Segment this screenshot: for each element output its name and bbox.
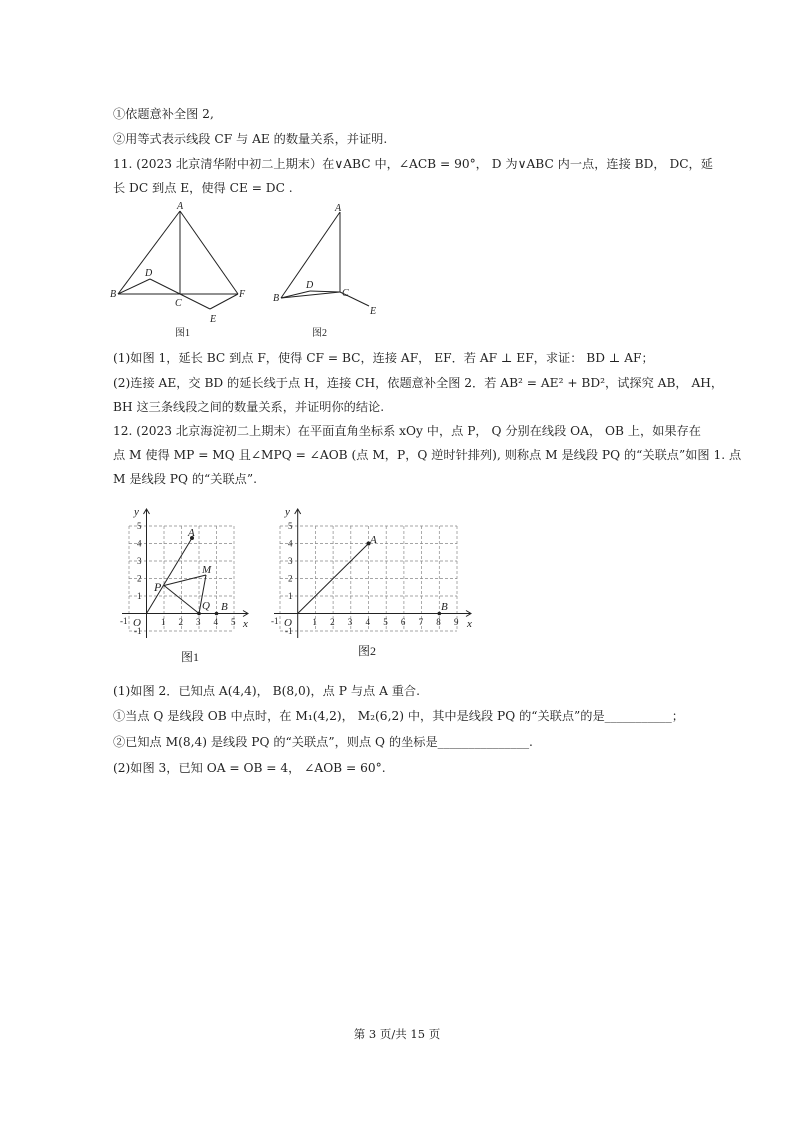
coord1-point-a: A: [188, 527, 195, 539]
coord2-xtick-7: 7: [418, 617, 424, 627]
coord2-caption: 图2: [358, 644, 377, 658]
fig1-label-a: A: [177, 201, 184, 212]
coord1-xtick-neg1: -1: [120, 616, 128, 626]
fig1-label-e: E: [210, 314, 217, 325]
fig1-caption: 图1: [175, 328, 190, 339]
fig2-label-b: B: [273, 293, 280, 304]
coord2-point-a: A: [370, 534, 377, 546]
coord2-xtick-3: 3: [347, 617, 353, 627]
problem-12-line-1: 12. (2023 北京海淀初二上期末）在平面直角坐标系 xOy 中，点 P， Q 分别在线段 OA， OB 上，如果存在: [113, 424, 701, 438]
coordinate-figure-2: [268, 503, 478, 668]
coord1-ytick-5: 5: [137, 521, 142, 531]
fig1-label-d: D: [145, 268, 153, 279]
fig1-label-c: C: [175, 298, 182, 309]
coord1-axis-x: x: [243, 618, 248, 630]
coord1-ytick-2: 2: [137, 573, 142, 584]
coord1-point-p: P: [154, 580, 162, 594]
coord1-xtick-2: 2: [178, 617, 183, 627]
coord2-xtick-2: 2: [330, 617, 335, 627]
page-footer: 第 3 页/共 15 页: [353, 1027, 441, 1041]
coord2-xtick-4: 4: [365, 617, 370, 627]
coord1-xtick-1: 1: [161, 617, 166, 627]
coord1-xtick-4: 4: [213, 617, 218, 627]
problem-11-line-1: 11. (2023 北京清华附中初二上期末）在∨ABC 中，∠ACB = 90°， D 为∨ABC 内一点，连接 BD， DC，延: [113, 157, 713, 171]
fig1-label-f: F: [239, 289, 246, 300]
coord1-ytick-neg1: -1: [134, 626, 142, 636]
coord2-ytick-2: 2: [288, 573, 293, 584]
problem-12-line-3: M 是线段 PQ 的“关联点”.: [113, 472, 257, 486]
coord2-point-b: B: [441, 601, 448, 613]
coord2-ytick-5: 5: [288, 521, 293, 531]
coord2-xtick-1: 1: [312, 617, 317, 627]
coord2-axis-x: x: [467, 618, 472, 630]
coord2-xtick-6: 6: [400, 617, 406, 627]
coord1-point-q: Q: [202, 600, 210, 612]
coord1-point-b: B: [221, 601, 228, 613]
problem-12-part-1-q1: ①当点 Q 是线段 OB 中点时，在 M₁(4,2)， M₂(6,2) 中，其中是线段 PQ 的“关联点”的是___________；: [113, 709, 684, 723]
coord2-xtick-5: 5: [383, 617, 388, 627]
coord2-ytick-1: 1: [288, 591, 293, 601]
problem-11-part-2: (2)连接 AE，交 BD 的延长线于点 H，连接 CH，依题意补全图 2．若 AB² = AE² + BD²，试探究 AB， AH，: [113, 376, 724, 390]
fig2-label-d: D: [306, 280, 314, 291]
coord2-ytick-3: 3: [288, 556, 293, 566]
text-line-2: ②用等式表示线段 CF 与 AE 的数量关系，并证明.: [113, 132, 388, 146]
coord1-ytick-3: 3: [137, 556, 142, 566]
fig2-label-a: A: [335, 203, 342, 214]
coord1-point-m: M: [202, 564, 212, 576]
problem-12-part-1: (1)如图 2．已知点 A(4,4)， B(8,0)，点 P 与点 A 重合.: [113, 684, 420, 698]
coord1-xtick-5: 5: [231, 617, 236, 627]
problem-11-part-2-cont: BH 这三条线段之间的数量关系，并证明你的结论.: [113, 400, 385, 414]
coord2-origin: O: [284, 617, 292, 629]
triangle-figure-2: [268, 200, 388, 345]
fig2-label-e: E: [370, 306, 377, 317]
coord2-ytick-4: 4: [288, 538, 293, 549]
coord2-xtick-neg1: -1: [271, 616, 279, 626]
coord1-caption: 图1: [181, 650, 200, 664]
text-line-1: ①依题意补全图 2,: [113, 107, 214, 121]
coordinate-figure-1: [112, 503, 257, 668]
problem-12-part-2: (2)如图 3，已知 OA = OB = 4， ∠AOB = 60°.: [113, 761, 386, 775]
coord1-ytick-1: 1: [137, 591, 142, 601]
problem-11-part-1: (1)如图 1，延长 BC 到点 F，使得 CF = BC，连接 AF， EF．若 AF ⊥ EF，求证： BD ⊥ AF；: [113, 351, 654, 365]
coord2-axis-y: y: [285, 506, 290, 518]
fig1-label-b: B: [110, 289, 117, 300]
triangle-figure-1: [108, 200, 258, 345]
coord1-ytick-4: 4: [137, 538, 142, 549]
coord2-ytick-neg1: -1: [285, 626, 293, 636]
problem-11-line-2: 长 DC 到点 E，使得 CE = DC .: [113, 181, 293, 195]
problem-12-line-2: 点 M 使得 MP = MQ 且∠MPQ = ∠AOB (点 M，P，Q 逆时针排列), 则称点 M 是线段 PQ 的“关联点”如图 1. 点: [113, 448, 742, 462]
fig2-label-c: C: [342, 288, 349, 299]
coord1-xtick-3: 3: [196, 617, 201, 627]
problem-12-part-1-q2: ②已知点 M(8,4) 是线段 PQ 的“关联点”，则点 Q 的坐标是_______________.: [113, 735, 533, 749]
coord2-xtick-8: 8: [436, 617, 441, 627]
coord1-axis-y: y: [134, 506, 139, 518]
coord1-origin: O: [133, 617, 141, 629]
fig2-caption: 图2: [312, 328, 327, 339]
coord2-xtick-9: 9: [454, 617, 459, 627]
